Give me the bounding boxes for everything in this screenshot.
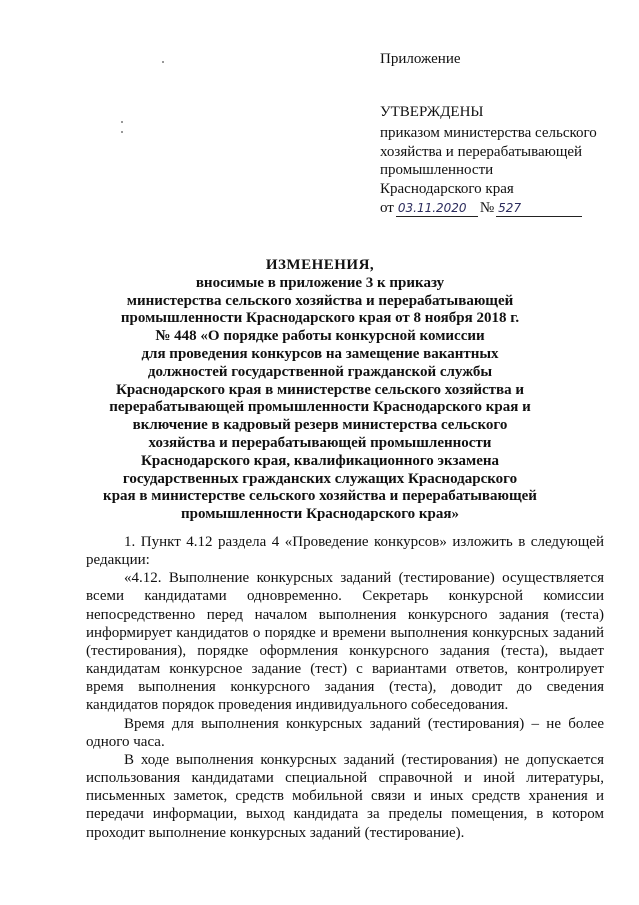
- approval-line: промышленности: [380, 162, 494, 178]
- approval-block: [380, 124, 597, 217]
- paragraph-1: 1. Пункт 4.12 раздела 4 «Проведение конкурсов» изложить в следующей редакции:: [86, 534, 604, 569]
- number-prefix: №: [479, 199, 495, 216]
- title-line: перерабатывающей промышленности Краснодарского края и: [109, 399, 531, 416]
- handwritten-number: 527: [496, 201, 582, 217]
- title-line: должностей государственной гражданской службы: [147, 363, 493, 380]
- title-line: края в министерстве сельского хозяйства и перерабатывающей: [103, 488, 537, 505]
- scan-speck: [121, 131, 123, 133]
- annex-label: Приложение: [380, 51, 461, 67]
- title-line: № 448 «О порядке работы конкурсной комиссии: [155, 328, 485, 345]
- title-line: вносимые в приложение 3 к приказу: [195, 274, 445, 291]
- title-line: включение в кадровый резерв министерства сельского: [132, 417, 508, 434]
- paragraph-4: В ходе выполнения конкурсных заданий (тестирования) не допускается использования кандидатами специальной справочной и иной литературы, письменных заметок, средств мобильной связи и иных средств хранения и передачи информации, выход кандидата за пределы помещения, в котором проходит выполнение конкурсных заданий (тестирование).: [86, 751, 604, 841]
- approval-line: Краснодарского края: [380, 180, 514, 197]
- title-line: Краснодарского края в министерстве сельского хозяйства и: [115, 381, 525, 398]
- title-line: для проведения конкурсов на замещение вакантных: [141, 345, 499, 362]
- date-prefix: от: [380, 199, 394, 216]
- scan-speck: [162, 61, 164, 63]
- title-line: министерства сельского хозяйства и перерабатывающей: [126, 292, 514, 309]
- approval-line: приказом министерства сельского: [380, 125, 597, 141]
- title-line: государственных гражданских служащих Краснодарского: [122, 470, 518, 487]
- title-line: промышленности Краснодарского края от 8 ноября 2018 г.: [120, 310, 520, 327]
- title-main: ИЗМЕНЕНИЯ,: [265, 257, 375, 273]
- title-line: промышленности Краснодарского края»: [181, 506, 459, 523]
- handwritten-date: 03.11.2020: [396, 201, 478, 217]
- document-title: [90, 257, 550, 524]
- document-body: [86, 533, 604, 842]
- title-line: хозяйства и перерабатывающей промышленности: [148, 434, 492, 451]
- scan-speck: [121, 121, 123, 123]
- paragraph-3: Время для выполнения конкурсных заданий (тестирования) – не более одного часа.: [86, 715, 604, 750]
- paragraph-2: «4.12. Выполнение конкурсных заданий (тестирование) осуществляется всеми кандидатами одновременно. Секретарь конкурсной комиссии непосредственно перед началом выполнения конкурсного задания (теста) информирует кандидатов о порядке и времени выполнения конкурсных заданий (тестирования), порядке оформления конкурсного задания (теста), выдает кандидатам конкурсное задание (тест) с вариантами ответов, контролирует время выполнения конкурсного задания (теста), доводит до сведения кандидатов порядок проведения индивидуального собеседования.: [86, 570, 604, 714]
- approval-line: хозяйства и перерабатывающей: [380, 143, 583, 160]
- approval-heading: УТВЕРЖДЕНЫ: [380, 104, 484, 120]
- order-date-number: [380, 198, 597, 217]
- title-line: Краснодарского края, квалификационного экзамена: [140, 452, 499, 469]
